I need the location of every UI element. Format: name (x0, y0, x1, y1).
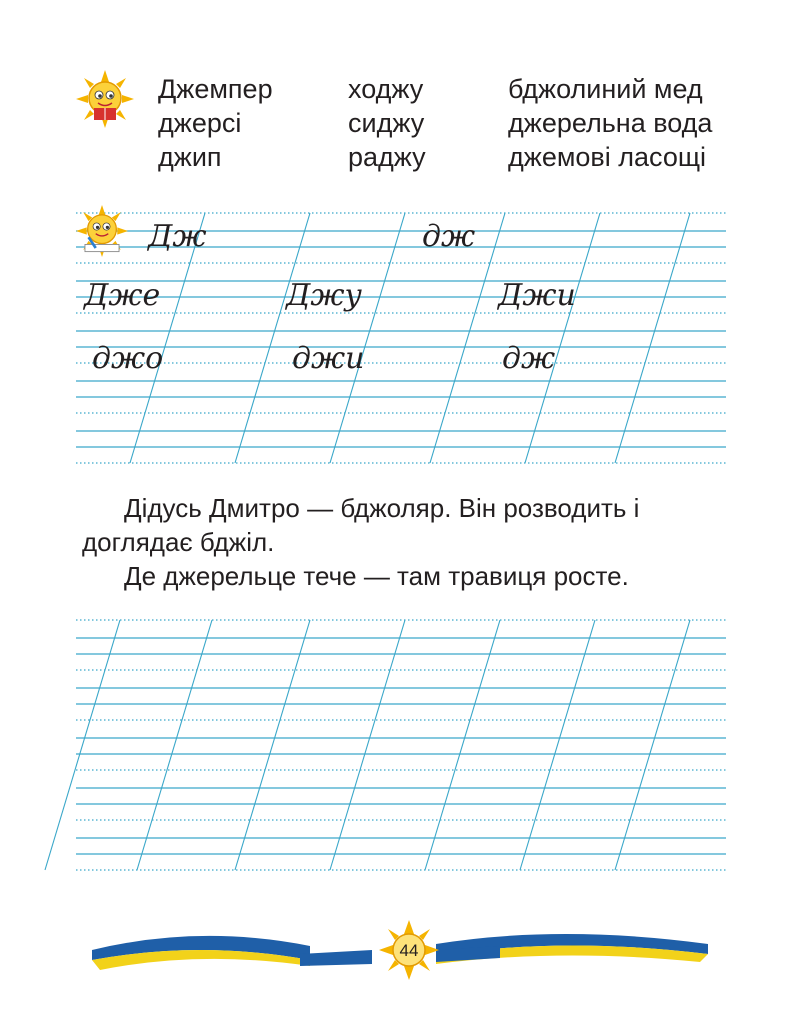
reading-text-1: Дідусь Дмитро — бджоляр. Він розводить і доглядає бджіл. (82, 493, 640, 557)
slant-line (525, 213, 600, 463)
script-sample: Дже (84, 278, 161, 313)
word: джип (158, 142, 222, 172)
script-sample: Дж (148, 219, 207, 254)
slant-line (425, 620, 500, 870)
word: сиджу (348, 108, 425, 138)
slant-line (137, 620, 212, 870)
page-number: 44 (399, 941, 419, 960)
slant-line (520, 620, 595, 870)
script-sample: джи (292, 341, 365, 376)
script-sample: Джу (286, 278, 362, 313)
sun-mascot-writing-icon (76, 205, 128, 257)
word: Джемпер (158, 74, 273, 104)
script-sample: дж (502, 341, 556, 376)
script-sample: джо (92, 341, 164, 376)
word: раджу (348, 142, 426, 172)
slant-line (235, 213, 310, 463)
slant-line (615, 213, 690, 463)
slant-line (615, 620, 690, 870)
slant-line (235, 620, 310, 870)
slant-line (330, 213, 405, 463)
word: джерсі (158, 108, 242, 138)
reading-text-2: Де джерельце тече — там травиця росте. (124, 561, 629, 591)
script-sample: Джи (498, 278, 576, 313)
slant-line (45, 620, 120, 870)
word: бджолиний мед (508, 74, 703, 104)
word: ходжу (348, 74, 424, 104)
slant-line (330, 620, 405, 870)
word: джемові ласощі (508, 142, 707, 172)
script-sample: дж (422, 219, 476, 254)
word: джерельна вода (508, 108, 713, 138)
